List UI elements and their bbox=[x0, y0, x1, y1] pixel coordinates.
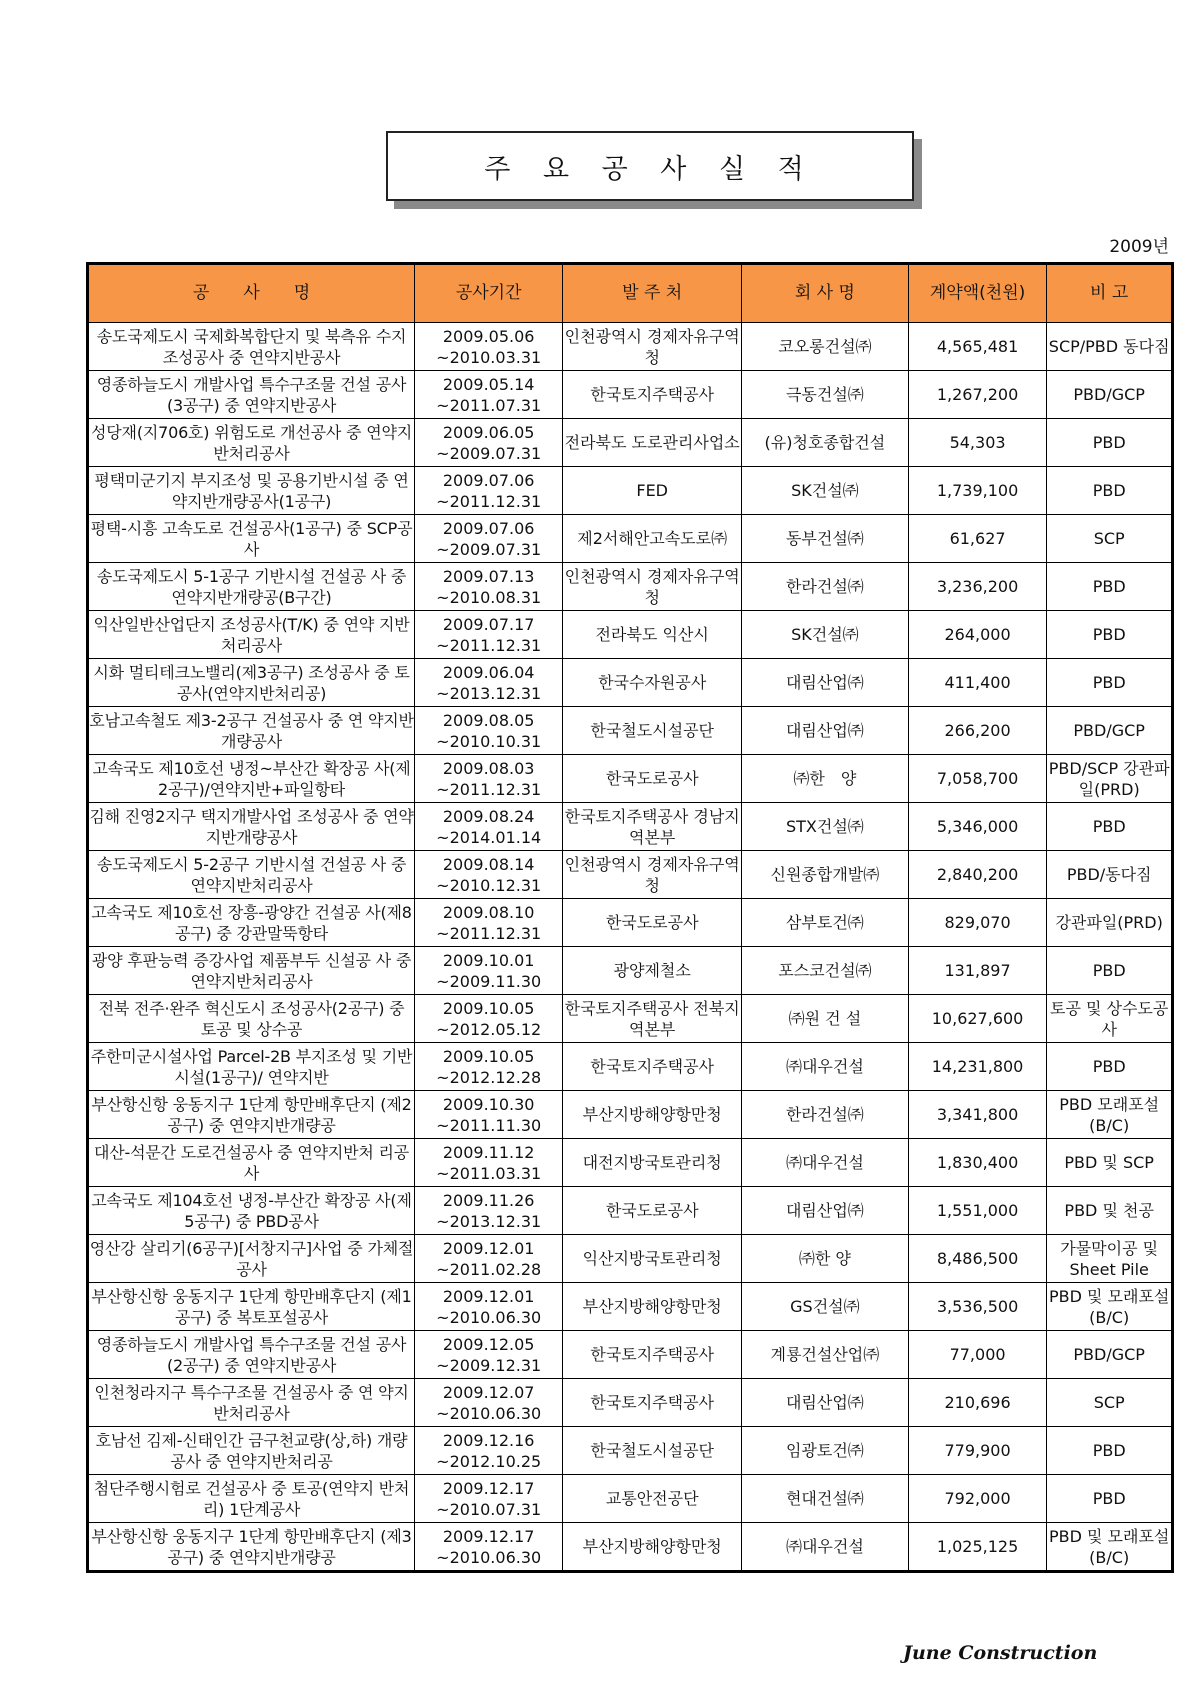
cell-client: 인천광역시 경제자유구역청 bbox=[563, 563, 742, 611]
table-row bbox=[88, 1043, 1173, 1091]
cell-period: 2009.07.06 ~2011.12.31 bbox=[415, 467, 563, 515]
table-row bbox=[88, 755, 1173, 803]
cell-period: 2009.10.01 ~2009.11.30 bbox=[415, 947, 563, 995]
cell-period: 2009.10.30 ~2011.11.30 bbox=[415, 1091, 563, 1139]
table-row bbox=[88, 1091, 1173, 1139]
cell-amount: 131,897 bbox=[908, 947, 1047, 995]
cell-amount: 829,070 bbox=[908, 899, 1047, 947]
year-label: 2009년 bbox=[1109, 237, 1169, 257]
cell-company: 코오롱건설㈜ bbox=[742, 323, 909, 371]
cell-client: 한국토지주택공사 bbox=[563, 1331, 742, 1379]
cell-remarks: PBD bbox=[1047, 467, 1173, 515]
cell-remarks: PBD bbox=[1047, 1427, 1173, 1475]
company-signature: June Construction bbox=[903, 1642, 1098, 1664]
cell-client: 부산지방해양항만청 bbox=[563, 1523, 742, 1572]
cell-period: 2009.08.03 ~2011.12.31 bbox=[415, 755, 563, 803]
cell-period: 2009.08.05 ~2010.10.31 bbox=[415, 707, 563, 755]
cell-company: 포스코건설㈜ bbox=[742, 947, 909, 995]
cell-client: 한국철도시설공단 bbox=[563, 707, 742, 755]
cell-amount: 77,000 bbox=[908, 1331, 1047, 1379]
cell-company: STX건설㈜ bbox=[742, 803, 909, 851]
cell-period: 2009.08.10 ~2011.12.31 bbox=[415, 899, 563, 947]
table-row bbox=[88, 851, 1173, 899]
cell-company: 임광토건㈜ bbox=[742, 1427, 909, 1475]
table-row bbox=[88, 323, 1173, 371]
cell-remarks: SCP/PBD 동다짐 bbox=[1047, 323, 1173, 371]
cell-period: 2009.12.07 ~2010.06.30 bbox=[415, 1379, 563, 1427]
cell-project-name: 부산항신항 웅동지구 1단계 항만배후단지 (제1공구) 중 복토포설공사 bbox=[88, 1283, 415, 1331]
cell-amount: 1,025,125 bbox=[908, 1523, 1047, 1572]
cell-period: 2009.07.06 ~2009.07.31 bbox=[415, 515, 563, 563]
cell-client: 한국토지주택공사 경남지역본부 bbox=[563, 803, 742, 851]
cell-amount: 3,236,200 bbox=[908, 563, 1047, 611]
cell-company: ㈜원 건 설 bbox=[742, 995, 909, 1043]
cell-company: 대림산업㈜ bbox=[742, 1379, 909, 1427]
cell-period: 2009.12.01 ~2011.02.28 bbox=[415, 1235, 563, 1283]
cell-company: ㈜한 양 bbox=[742, 1235, 909, 1283]
cell-remarks: PBD bbox=[1047, 803, 1173, 851]
cell-amount: 7,058,700 bbox=[908, 755, 1047, 803]
table-row bbox=[88, 899, 1173, 947]
cell-client: 한국철도시설공단 bbox=[563, 1427, 742, 1475]
cell-company: 한라건설㈜ bbox=[742, 563, 909, 611]
table-row bbox=[88, 1331, 1173, 1379]
cell-project-name: 고속국도 제10호선 장흥-광양간 건설공 사(제8공구) 중 강관말뚝항타 bbox=[88, 899, 415, 947]
table-row bbox=[88, 1139, 1173, 1187]
cell-client: 제2서해안고속도로㈜ bbox=[563, 515, 742, 563]
cell-client: 한국도로공사 bbox=[563, 755, 742, 803]
cell-client: 전라북도 도로관리사업소 bbox=[563, 419, 742, 467]
cell-amount: 4,565,481 bbox=[908, 323, 1047, 371]
cell-amount: 411,400 bbox=[908, 659, 1047, 707]
title-box bbox=[386, 131, 914, 201]
cell-client: 한국도로공사 bbox=[563, 1187, 742, 1235]
cell-project-name: 시화 멀티테크노밸리(제3공구) 조성공사 중 토공사(연약지반처리공) bbox=[88, 659, 415, 707]
cell-amount: 264,000 bbox=[908, 611, 1047, 659]
cell-period: 2009.07.17 ~2011.12.31 bbox=[415, 611, 563, 659]
cell-project-name: 고속국도 제104호선 냉정-부산간 확장공 사(제5공구) 중 PBD공사 bbox=[88, 1187, 415, 1235]
table-row bbox=[88, 371, 1173, 419]
cell-period: 2009.06.04 ~2013.12.31 bbox=[415, 659, 563, 707]
table-row bbox=[88, 1235, 1173, 1283]
cell-remarks: PBD 및 모래포설(B/C) bbox=[1047, 1523, 1173, 1572]
cell-period: 2009.10.05 ~2012.12.28 bbox=[415, 1043, 563, 1091]
cell-project-name: 첨단주행시험로 건설공사 중 토공(연약지 반처리) 1단계공사 bbox=[88, 1475, 415, 1523]
cell-company: 동부건설㈜ bbox=[742, 515, 909, 563]
cell-period: 2009.11.12 ~2011.03.31 bbox=[415, 1139, 563, 1187]
header-amount: 계약액(천원) bbox=[908, 264, 1047, 323]
cell-amount: 61,627 bbox=[908, 515, 1047, 563]
cell-project-name: 김해 진영2지구 택지개발사업 조성공사 중 연약지반개량공사 bbox=[88, 803, 415, 851]
cell-project-name: 송도국제도시 5-2공구 기반시설 건설공 사 중 연약지반처리공사 bbox=[88, 851, 415, 899]
cell-project-name: 호남고속철도 제3-2공구 건설공사 중 연 약지반개량공사 bbox=[88, 707, 415, 755]
cell-remarks: PBD bbox=[1047, 611, 1173, 659]
cell-remarks: PBD bbox=[1047, 947, 1173, 995]
cell-project-name: 광양 후판능력 증강사업 제품부두 신설공 사 중 연약지반처리공사 bbox=[88, 947, 415, 995]
header-company: 회 사 명 bbox=[742, 264, 909, 323]
cell-company: GS건설㈜ bbox=[742, 1283, 909, 1331]
cell-client: FED bbox=[563, 467, 742, 515]
cell-period: 2009.05.14 ~2011.07.31 bbox=[415, 371, 563, 419]
table-row bbox=[88, 611, 1173, 659]
cell-client: 대전지방국토관리청 bbox=[563, 1139, 742, 1187]
table-row bbox=[88, 515, 1173, 563]
cell-amount: 779,900 bbox=[908, 1427, 1047, 1475]
construction-records-table bbox=[86, 262, 1174, 1573]
cell-remarks: PBD bbox=[1047, 563, 1173, 611]
cell-amount: 1,267,200 bbox=[908, 371, 1047, 419]
cell-amount: 1,739,100 bbox=[908, 467, 1047, 515]
cell-remarks: SCP bbox=[1047, 1379, 1173, 1427]
cell-company: 극동건설㈜ bbox=[742, 371, 909, 419]
cell-remarks: SCP bbox=[1047, 515, 1173, 563]
cell-remarks: PBD/GCP bbox=[1047, 1331, 1173, 1379]
cell-amount: 266,200 bbox=[908, 707, 1047, 755]
cell-period: 2009.12.17 ~2010.06.30 bbox=[415, 1523, 563, 1572]
table-row bbox=[88, 995, 1173, 1043]
cell-project-name: 영산강 살리기(6공구)[서창지구]사업 중 가체절공사 bbox=[88, 1235, 415, 1283]
cell-project-name: 인천청라지구 특수구조물 건설공사 중 연 약지반처리공사 bbox=[88, 1379, 415, 1427]
cell-company: 대림산업㈜ bbox=[742, 1187, 909, 1235]
cell-client: 익산지방국토관리청 bbox=[563, 1235, 742, 1283]
table-row bbox=[88, 1283, 1173, 1331]
cell-project-name: 영종하늘도시 개발사업 특수구조물 건설 공사(2공구) 중 연약지반공사 bbox=[88, 1331, 415, 1379]
cell-amount: 2,840,200 bbox=[908, 851, 1047, 899]
cell-period: 2009.12.01 ~2010.06.30 bbox=[415, 1283, 563, 1331]
cell-project-name: 익산일반산업단지 조성공사(T/K) 중 연약 지반처리공사 bbox=[88, 611, 415, 659]
cell-remarks: PBD bbox=[1047, 1043, 1173, 1091]
cell-period: 2009.08.14 ~2010.12.31 bbox=[415, 851, 563, 899]
cell-client: 한국도로공사 bbox=[563, 899, 742, 947]
cell-company: ㈜대우건설 bbox=[742, 1139, 909, 1187]
cell-project-name: 고속국도 제10호선 냉정~부산간 확장공 사(제2공구)/연약지반+파일항타 bbox=[88, 755, 415, 803]
cell-company: ㈜대우건설 bbox=[742, 1523, 909, 1572]
cell-amount: 210,696 bbox=[908, 1379, 1047, 1427]
cell-remarks: 가물막이공 및 Sheet Pile bbox=[1047, 1235, 1173, 1283]
cell-client: 부산지방해양항만청 bbox=[563, 1283, 742, 1331]
cell-company: (유)청호종합건설 bbox=[742, 419, 909, 467]
cell-client: 전라북도 익산시 bbox=[563, 611, 742, 659]
cell-period: 2009.12.17 ~2010.07.31 bbox=[415, 1475, 563, 1523]
cell-period: 2009.07.13 ~2010.08.31 bbox=[415, 563, 563, 611]
cell-company: 신원종합개발㈜ bbox=[742, 851, 909, 899]
cell-remarks: PBD 및 모래포설(B/C) bbox=[1047, 1283, 1173, 1331]
cell-client: 인천광역시 경제자유구역청 bbox=[563, 323, 742, 371]
cell-client: 광양제철소 bbox=[563, 947, 742, 995]
cell-project-name: 호남선 김제-신태인간 금구천교량(상,하) 개량공사 중 연약지반처리공 bbox=[88, 1427, 415, 1475]
table-row bbox=[88, 659, 1173, 707]
cell-client: 한국토지주택공사 bbox=[563, 1043, 742, 1091]
header-client: 발 주 처 bbox=[563, 264, 742, 323]
cell-company: 대림산업㈜ bbox=[742, 659, 909, 707]
cell-company: ㈜대우건설 bbox=[742, 1043, 909, 1091]
cell-client: 한국수자원공사 bbox=[563, 659, 742, 707]
table-row bbox=[88, 1427, 1173, 1475]
cell-remarks: PBD/동다짐 bbox=[1047, 851, 1173, 899]
table-row bbox=[88, 1379, 1173, 1427]
cell-remarks: 토공 및 상수도공사 bbox=[1047, 995, 1173, 1043]
cell-project-name: 대산-석문간 도로건설공사 중 연약지반처 리공사 bbox=[88, 1139, 415, 1187]
header-remarks: 비 고 bbox=[1047, 264, 1173, 323]
table-row bbox=[88, 467, 1173, 515]
cell-remarks: 강관파일(PRD) bbox=[1047, 899, 1173, 947]
cell-period: 2009.12.05 ~2009.12.31 bbox=[415, 1331, 563, 1379]
cell-project-name: 부산항신항 웅동지구 1단계 항만배후단지 (제3공구) 중 연약지반개량공 bbox=[88, 1523, 415, 1572]
cell-amount: 792,000 bbox=[908, 1475, 1047, 1523]
cell-period: 2009.12.16 ~2012.10.25 bbox=[415, 1427, 563, 1475]
cell-remarks: PBD 및 천공 bbox=[1047, 1187, 1173, 1235]
cell-amount: 3,341,800 bbox=[908, 1091, 1047, 1139]
table-row bbox=[88, 563, 1173, 611]
cell-project-name: 부산항신항 웅동지구 1단계 항만배후단지 (제2공구) 중 연약지반개량공 bbox=[88, 1091, 415, 1139]
cell-amount: 1,551,000 bbox=[908, 1187, 1047, 1235]
cell-period: 2009.06.05 ~2009.07.31 bbox=[415, 419, 563, 467]
table-row bbox=[88, 803, 1173, 851]
cell-amount: 3,536,500 bbox=[908, 1283, 1047, 1331]
cell-amount: 8,486,500 bbox=[908, 1235, 1047, 1283]
cell-project-name: 평택-시흥 고속도로 건설공사(1공구) 중 SCP공사 bbox=[88, 515, 415, 563]
cell-period: 2009.05.06 ~2010.03.31 bbox=[415, 323, 563, 371]
cell-company: SK건설㈜ bbox=[742, 611, 909, 659]
cell-remarks: PBD/GCP bbox=[1047, 371, 1173, 419]
cell-remarks: PBD 및 SCP bbox=[1047, 1139, 1173, 1187]
cell-project-name: 영종하늘도시 개발사업 특수구조물 건설 공사(3공구) 중 연약지반공사 bbox=[88, 371, 415, 419]
cell-client: 교통안전공단 bbox=[563, 1475, 742, 1523]
cell-client: 인천광역시 경제자유구역청 bbox=[563, 851, 742, 899]
cell-project-name: 송도국제도시 5-1공구 기반시설 건설공 사 중 연약지반개량공(B구간) bbox=[88, 563, 415, 611]
cell-company: 계룡건설산업㈜ bbox=[742, 1331, 909, 1379]
table-row bbox=[88, 947, 1173, 995]
cell-project-name: 송도국제도시 국제화복합단지 및 북측유 수지 조성공사 중 연약지반공사 bbox=[88, 323, 415, 371]
cell-period: 2009.10.05 ~2012.05.12 bbox=[415, 995, 563, 1043]
cell-project-name: 성당재(지706호) 위험도로 개선공사 중 연약지반처리공사 bbox=[88, 419, 415, 467]
table-row bbox=[88, 1475, 1173, 1523]
page-title: 주 요 공 사 실 적 bbox=[386, 131, 914, 201]
cell-company: 현대건설㈜ bbox=[742, 1475, 909, 1523]
cell-client: 부산지방해양항만청 bbox=[563, 1091, 742, 1139]
cell-company: 한라건설㈜ bbox=[742, 1091, 909, 1139]
cell-remarks: PBD bbox=[1047, 419, 1173, 467]
cell-client: 한국토지주택공사 bbox=[563, 371, 742, 419]
cell-company: SK건설㈜ bbox=[742, 467, 909, 515]
cell-client: 한국토지주택공사 전북지역본부 bbox=[563, 995, 742, 1043]
cell-amount: 5,346,000 bbox=[908, 803, 1047, 851]
cell-company: 삼부토건㈜ bbox=[742, 899, 909, 947]
cell-period: 2009.11.26 ~2013.12.31 bbox=[415, 1187, 563, 1235]
table-header-row bbox=[88, 264, 1173, 323]
cell-company: ㈜한 양 bbox=[742, 755, 909, 803]
table-row bbox=[88, 419, 1173, 467]
cell-project-name: 평택미군기지 부지조성 및 공용기반시설 중 연약지반개량공사(1공구) bbox=[88, 467, 415, 515]
table-row bbox=[88, 1523, 1173, 1572]
cell-client: 한국토지주택공사 bbox=[563, 1379, 742, 1427]
cell-amount: 10,627,600 bbox=[908, 995, 1047, 1043]
header-project-name: 공 사 명 bbox=[88, 264, 415, 323]
cell-remarks: PBD bbox=[1047, 1475, 1173, 1523]
cell-company: 대림산업㈜ bbox=[742, 707, 909, 755]
cell-remarks: PBD 모래포설(B/C) bbox=[1047, 1091, 1173, 1139]
table-row bbox=[88, 707, 1173, 755]
cell-period: 2009.08.24 ~2014.01.14 bbox=[415, 803, 563, 851]
cell-project-name: 주한미군시설사업 Parcel-2B 부지조성 및 기반시설(1공구)/ 연약지반 bbox=[88, 1043, 415, 1091]
cell-amount: 1,830,400 bbox=[908, 1139, 1047, 1187]
cell-remarks: PBD bbox=[1047, 659, 1173, 707]
cell-project-name: 전북 전주·완주 혁신도시 조성공사(2공구) 중 토공 및 상수공 bbox=[88, 995, 415, 1043]
cell-remarks: PBD/GCP bbox=[1047, 707, 1173, 755]
table-row bbox=[88, 1187, 1173, 1235]
cell-remarks: PBD/SCP 강관파일(PRD) bbox=[1047, 755, 1173, 803]
cell-amount: 14,231,800 bbox=[908, 1043, 1047, 1091]
header-period: 공사기간 bbox=[415, 264, 563, 323]
cell-amount: 54,303 bbox=[908, 419, 1047, 467]
